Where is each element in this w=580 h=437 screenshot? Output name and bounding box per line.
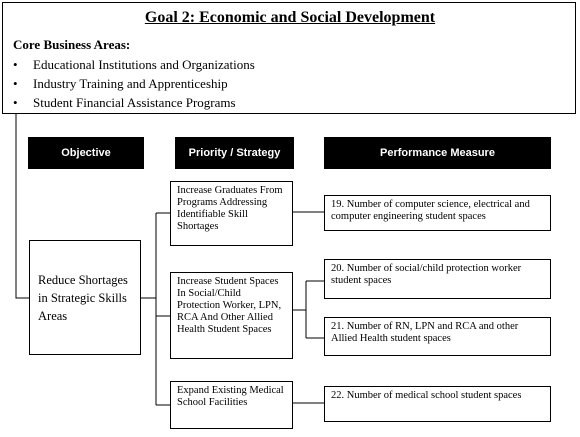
goal-title: Goal 2: Economic and Social Development [144,9,436,26]
bullet-icon: • [13,76,18,91]
core-business-item: • Industry Training and Apprenticeship [13,76,228,91]
strategy-box-student-spaces [170,272,293,359]
strategy-text: Increase Graduates From Programs Addressing Identifiable Skill Shortages [177,185,283,232]
strategy-box-medical-school [170,381,293,429]
strategy-box-graduates [170,181,293,246]
measure-box-22 [324,386,551,422]
core-business-heading: Core Business Areas: [13,37,131,52]
core-business-item: • Educational Institutions and Organizations [13,57,255,72]
core-business-item: • Student Financial Assistance Programs [13,95,236,110]
objective-header: Objective [28,137,144,169]
measure-box-19 [324,195,551,231]
bullet-icon: • [13,95,18,110]
measure-text: 20. Number of social/child protection worker student spaces [331,263,522,286]
goal-box [2,2,576,114]
measure-text: 21. Number of RN, LPN and RCA and other Allied Health student spaces [331,321,519,344]
measure-header: Performance Measure [324,137,551,169]
strategy-header: Priority / Strategy [175,137,294,169]
bullet-icon: • [13,57,18,72]
measure-box-21 [324,317,551,356]
objective-text: Reduce Shortages in Strategic Skills Areas [38,272,128,323]
objective-box [29,240,141,355]
strategy-text: Expand Existing Medical School Facilities [177,385,284,408]
measure-box-20 [324,259,551,299]
strategy-text: Increase Student Spaces In Social/Child Protection Worker, LPN, RCA And Other Allied Health Student Spaces [177,276,282,335]
measure-text: 22. Number of medical school student spaces [331,390,522,401]
measure-text: 19. Number of computer science, electrical and computer engineering student spaces [331,199,530,222]
